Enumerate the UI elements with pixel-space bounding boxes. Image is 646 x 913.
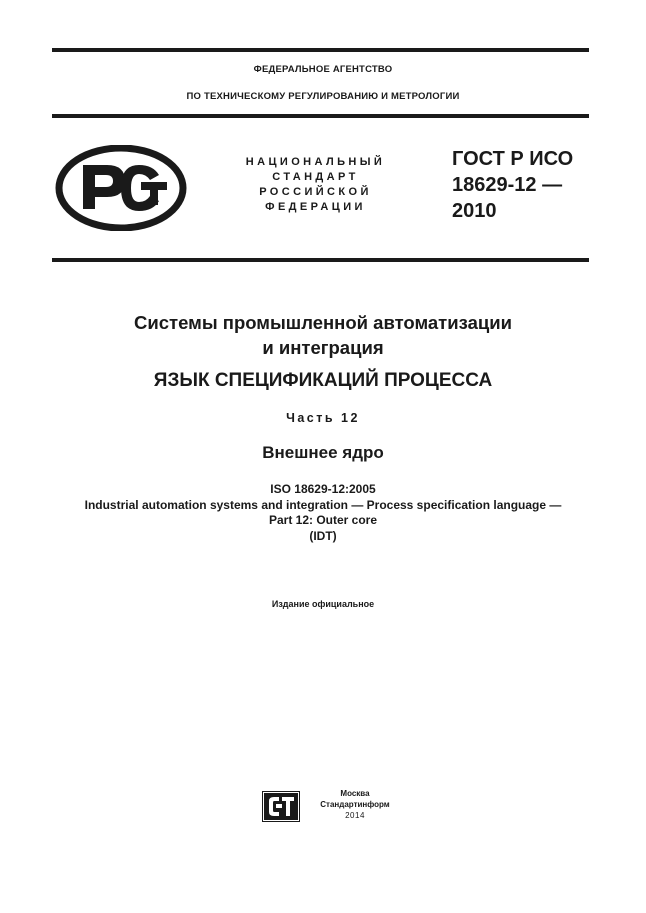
iso-english-part: Part 12: Outer core	[268, 513, 378, 527]
national-standard-line-3: РОССИЙСКОЙ	[259, 186, 372, 198]
publication-year: 2014	[345, 811, 365, 820]
national-standard-line-4: ФЕДЕРАЦИИ	[265, 201, 366, 213]
document-title	[0, 310, 646, 360]
designation-line-1: ГОСТ Р ИСО	[452, 148, 574, 170]
publisher-name: Стандартинформ	[320, 800, 390, 809]
designation-line-3: 2010	[452, 200, 497, 222]
standard-block-rule	[52, 258, 589, 262]
standartinform-logo-icon	[262, 791, 300, 822]
header-bottom-rule	[52, 114, 589, 118]
publisher-city: Москва	[340, 789, 370, 798]
national-standard-line-1: НАЦИОНАЛЬНЫЙ	[245, 156, 386, 168]
title-line-1: Системы промышленной автоматизации	[134, 312, 512, 333]
rst-certification-logo-icon	[55, 145, 187, 231]
agency-line-2: ПО ТЕХНИЧЕСКОМУ РЕГУЛИРОВАНИЮ И МЕТРОЛОГИИ	[186, 91, 460, 102]
publisher-info	[305, 788, 405, 821]
iso-number: ISO 18629-12:2005	[270, 482, 376, 496]
part-subtitle: Внешнее ядро	[262, 443, 384, 462]
iso-identity: (IDT)	[309, 528, 337, 543]
standard-designation	[452, 146, 602, 224]
part-number: Часть 12	[286, 411, 360, 425]
national-standard-line-2: СТАНДАРТ	[272, 171, 359, 183]
iso-reference	[0, 482, 646, 544]
document-title-upper: ЯЗЫК СПЕЦИФИКАЦИЙ ПРОЦЕССА	[153, 370, 493, 391]
agency-line-1: ФЕДЕРАЛЬНОЕ АГЕНТСТВО	[253, 64, 393, 75]
top-rule	[52, 48, 589, 52]
designation-line-2: 18629-12 —	[452, 174, 563, 196]
title-line-2: и интеграция	[262, 337, 384, 358]
iso-english-title: Industrial automation systems and integration — Process specification language —	[84, 497, 562, 512]
national-standard-label	[218, 155, 413, 215]
edition-label: Издание официальное	[271, 599, 375, 609]
